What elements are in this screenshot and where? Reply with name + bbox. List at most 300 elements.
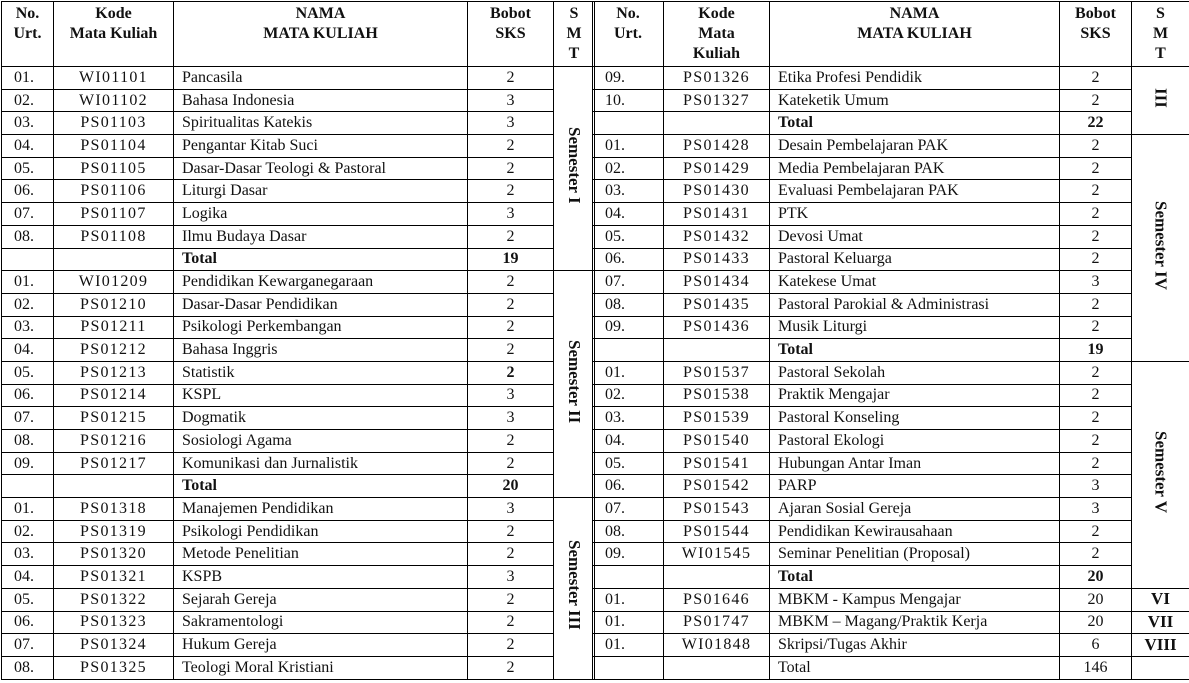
course-row: [593, 634, 1189, 657]
course-number: [593, 566, 664, 589]
header-label: NAMA MATA KULIAH: [263, 5, 378, 42]
course-code: PS01542: [664, 475, 770, 498]
course-number: 01.: [593, 361, 664, 384]
total-sks: 20: [1060, 566, 1132, 589]
course-name: Psikologi Pendidikan: [174, 520, 468, 543]
course-sks: 2: [468, 588, 554, 611]
course-number: 08.: [593, 520, 664, 543]
course-code: PS01212: [54, 339, 174, 362]
semester-label-cell: [554, 67, 595, 271]
course-sks: 2: [1060, 248, 1132, 271]
course-sks: 3: [1060, 498, 1132, 521]
course-name: KSPL: [174, 384, 468, 407]
semester-label: Semester III: [565, 540, 584, 631]
course-number: 08.: [2, 225, 54, 248]
course-code: WI01102: [54, 89, 174, 112]
course-number: 04.: [2, 339, 54, 362]
course-number: 09.: [2, 452, 54, 475]
course-code: PS01325: [54, 656, 174, 679]
course-sks: 2: [468, 656, 554, 679]
course-row: [593, 89, 1189, 112]
course-name: Evaluasi Pembelajaran PAK: [770, 180, 1060, 203]
course-number: [2, 475, 54, 498]
course-sks: 6: [1060, 634, 1132, 657]
total-label: Total: [174, 248, 468, 271]
course-number: 06.: [2, 384, 54, 407]
course-code: PS01433: [664, 248, 770, 271]
course-name: Katekese Umat: [770, 271, 1060, 294]
course-sks: 2: [468, 157, 554, 180]
course-sks: 2: [1060, 316, 1132, 339]
course-code: PS01321: [54, 566, 174, 589]
header-kode: [664, 2, 770, 67]
course-name: Komunikasi dan Jurnalistik: [174, 452, 468, 475]
course-row: [2, 611, 595, 634]
course-code: PS01539: [664, 407, 770, 430]
total-sks: 22: [1060, 112, 1132, 135]
course-sks: 2: [1060, 520, 1132, 543]
header-label: No. Urt.: [13, 5, 42, 42]
semester-label: VII: [1147, 611, 1174, 631]
course-row: [2, 430, 595, 453]
course-number: 05.: [593, 452, 664, 475]
course-sks: 2: [1060, 407, 1132, 430]
course-row: [593, 135, 1189, 158]
header-label: No. Urt.: [614, 5, 642, 42]
course-number: 01.: [593, 634, 664, 657]
course-name: Manajemen Pendidikan: [174, 498, 468, 521]
course-name: MBKM – Magang/Praktik Kerja: [770, 611, 1060, 634]
course-row: [593, 475, 1189, 498]
course-number: 03.: [593, 407, 664, 430]
course-code: PS01541: [664, 452, 770, 475]
course-row: [593, 543, 1189, 566]
course-code: PS01320: [54, 543, 174, 566]
semester-label-cell: [1132, 634, 1189, 657]
course-row: [593, 361, 1189, 384]
course-code: PS01319: [54, 520, 174, 543]
course-number: 07.: [2, 407, 54, 430]
course-sks: 20: [1060, 588, 1132, 611]
course-row: [2, 67, 595, 90]
total-sks: 20: [468, 475, 554, 498]
semester-label-cell: [1132, 135, 1189, 362]
semester-label: Semester I: [565, 127, 584, 204]
course-name: Hukum Gereja: [174, 634, 468, 657]
header-kode: [54, 2, 174, 67]
semester-label: Semester IV: [1151, 200, 1171, 290]
total-label: Total: [770, 656, 1060, 679]
course-row: [2, 89, 595, 112]
course-number: 01.: [593, 588, 664, 611]
course-row: [593, 498, 1189, 521]
curriculum-table-left: [1, 1, 595, 680]
course-sks: 2: [468, 316, 554, 339]
course-sks: 3: [468, 89, 554, 112]
course-number: 07.: [593, 498, 664, 521]
course-number: 01.: [593, 611, 664, 634]
course-name: Pastoral Keluarga: [770, 248, 1060, 271]
course-code: PS01211: [54, 316, 174, 339]
course-row: [2, 293, 595, 316]
course-name: Bahasa Inggris: [174, 339, 468, 362]
course-row: [2, 316, 595, 339]
course-code: PS01432: [664, 225, 770, 248]
semester-label-cell: [1132, 588, 1189, 611]
course-row: [2, 452, 595, 475]
course-sks: 2: [468, 634, 554, 657]
total-label: Total: [770, 112, 1060, 135]
course-number: [2, 248, 54, 271]
course-number: 09.: [593, 543, 664, 566]
course-row: [2, 203, 595, 226]
course-number: 04.: [2, 135, 54, 158]
header-nama: [770, 2, 1060, 67]
total-row: [593, 656, 1189, 679]
course-code: PS01210: [54, 293, 174, 316]
course-code: [54, 248, 174, 271]
header-label: Kode Mata Kuliah: [692, 5, 741, 62]
course-number: 01.: [2, 67, 54, 90]
course-row: [593, 248, 1189, 271]
course-sks: 2: [1060, 384, 1132, 407]
course-number: 02.: [2, 89, 54, 112]
semester-label-cell: [1132, 67, 1189, 135]
header-smt: [554, 2, 595, 67]
course-name: Seminar Penelitian (Proposal): [770, 543, 1060, 566]
course-row: [2, 157, 595, 180]
course-sks: 3: [468, 203, 554, 226]
course-row: [2, 634, 595, 657]
course-name: Dogmatik: [174, 407, 468, 430]
course-sks: 3: [1060, 271, 1132, 294]
total-row: [2, 475, 595, 498]
course-number: 02.: [593, 157, 664, 180]
header-sks: [1060, 2, 1132, 67]
course-number: 02.: [2, 293, 54, 316]
course-sks: 3: [468, 112, 554, 135]
total-row: [593, 566, 1189, 589]
course-name: Dasar-Dasar Teologi & Pastoral: [174, 157, 468, 180]
course-number: 05.: [2, 588, 54, 611]
course-sks: 2: [468, 543, 554, 566]
course-number: 06.: [593, 248, 664, 271]
course-number: [593, 339, 664, 362]
course-name: MBKM - Kampus Mengajar: [770, 588, 1060, 611]
course-row: [593, 157, 1189, 180]
header-label: S M T: [566, 5, 582, 62]
course-name: Praktik Mengajar: [770, 384, 1060, 407]
course-row: [593, 67, 1189, 90]
semester-label-cell: [554, 271, 595, 498]
total-label: Total: [174, 475, 468, 498]
course-number: 07.: [593, 271, 664, 294]
course-number: 08.: [2, 430, 54, 453]
course-row: [593, 430, 1189, 453]
course-number: 03.: [593, 180, 664, 203]
course-sks: 2: [468, 339, 554, 362]
course-code: PS01214: [54, 384, 174, 407]
course-number: 03.: [2, 543, 54, 566]
course-code: PS01544: [664, 520, 770, 543]
course-sks: 2: [468, 225, 554, 248]
course-sks: 2: [1060, 225, 1132, 248]
course-code: PS01324: [54, 634, 174, 657]
course-sks: 2: [1060, 430, 1132, 453]
course-code: PS01434: [664, 271, 770, 294]
course-name: Metode Penelitian: [174, 543, 468, 566]
course-name: Pastoral Ekologi: [770, 430, 1060, 453]
course-code: PS01326: [664, 67, 770, 90]
total-label: Total: [770, 566, 1060, 589]
course-code: PS01318: [54, 498, 174, 521]
course-row: [593, 293, 1189, 316]
course-code: PS01323: [54, 611, 174, 634]
course-code: [54, 475, 174, 498]
total-sks: 146: [1060, 656, 1132, 679]
course-sks: 2: [468, 361, 554, 384]
course-row: [593, 588, 1189, 611]
semester-label-cell: [1132, 361, 1189, 588]
course-name: Media Pembelajaran PAK: [770, 157, 1060, 180]
course-row: [593, 180, 1189, 203]
course-row: [2, 498, 595, 521]
course-code: PS01747: [664, 611, 770, 634]
course-code: PS01429: [664, 157, 770, 180]
course-sks: 2: [1060, 452, 1132, 475]
course-name: Spiritualitas Katekis: [174, 112, 468, 135]
course-code: [664, 566, 770, 589]
course-name: Teologi Moral Kristiani: [174, 656, 468, 679]
course-number: 01.: [2, 271, 54, 294]
course-code: PS01646: [664, 588, 770, 611]
header-nama: [174, 2, 468, 67]
course-number: 04.: [593, 430, 664, 453]
course-number: 06.: [2, 611, 54, 634]
course-name: KSPB: [174, 566, 468, 589]
course-sks: 20: [1060, 611, 1132, 634]
course-name: Psikologi Perkembangan: [174, 316, 468, 339]
course-code: [664, 339, 770, 362]
total-label: Total: [770, 339, 1060, 362]
course-sks: 2: [468, 180, 554, 203]
course-number: 02.: [2, 520, 54, 543]
course-row: [2, 543, 595, 566]
course-number: 10.: [593, 89, 664, 112]
course-name: Hubungan Antar Iman: [770, 452, 1060, 475]
course-row: [2, 520, 595, 543]
course-code: PS01107: [54, 203, 174, 226]
course-code: WI01101: [54, 67, 174, 90]
course-code: PS01543: [664, 498, 770, 521]
course-row: [2, 407, 595, 430]
course-row: [2, 361, 595, 384]
course-number: 09.: [593, 316, 664, 339]
course-code: PS01431: [664, 203, 770, 226]
course-row: [2, 656, 595, 679]
course-name: Pastoral Konseling: [770, 407, 1060, 430]
course-row: [2, 339, 595, 362]
course-sks: 2: [1060, 293, 1132, 316]
course-row: [2, 566, 595, 589]
semester-label: III: [1151, 87, 1171, 108]
course-number: 05.: [2, 157, 54, 180]
course-number: 06.: [593, 475, 664, 498]
total-row: [2, 248, 595, 271]
course-name: Pastoral Sekolah: [770, 361, 1060, 384]
course-name: PARP: [770, 475, 1060, 498]
course-name: Pancasila: [174, 67, 468, 90]
course-sks: 2: [468, 520, 554, 543]
course-row: [593, 407, 1189, 430]
course-name: Pendidikan Kewarganegaraan: [174, 271, 468, 294]
course-sks: 2: [1060, 361, 1132, 384]
header-label: Kode Mata Kuliah: [69, 5, 158, 42]
course-code: WI01209: [54, 271, 174, 294]
semester-label-cell: [1132, 656, 1189, 679]
course-number: 06.: [2, 180, 54, 203]
course-sks: 2: [1060, 543, 1132, 566]
course-code: PS01213: [54, 361, 174, 384]
course-name: Kateketik Umum: [770, 89, 1060, 112]
course-row: [593, 271, 1189, 294]
course-code: PS01105: [54, 157, 174, 180]
course-sks: 3: [468, 498, 554, 521]
course-name: Bahasa Indonesia: [174, 89, 468, 112]
course-sks: 3: [468, 407, 554, 430]
course-name: Ajaran Sosial Gereja: [770, 498, 1060, 521]
course-code: PS01430: [664, 180, 770, 203]
course-row: [2, 588, 595, 611]
course-sks: 2: [1060, 180, 1132, 203]
semester-label-cell: [554, 498, 595, 680]
course-name: Statistik: [174, 361, 468, 384]
course-code: PS01322: [54, 588, 174, 611]
course-sks: 2: [468, 611, 554, 634]
header-no: [2, 2, 54, 67]
course-number: 05.: [2, 361, 54, 384]
course-row: [593, 225, 1189, 248]
course-name: Dasar-Dasar Pendidikan: [174, 293, 468, 316]
course-sks: 2: [1060, 157, 1132, 180]
course-code: PS01103: [54, 112, 174, 135]
course-code: PS01436: [664, 316, 770, 339]
course-number: 01.: [593, 135, 664, 158]
course-sks: 2: [1060, 203, 1132, 226]
course-sks: 2: [1060, 135, 1132, 158]
course-name: Logika: [174, 203, 468, 226]
header-label: Bobot SKS: [1075, 5, 1116, 42]
course-name: PTK: [770, 203, 1060, 226]
course-name: Sejarah Gereja: [174, 588, 468, 611]
course-name: Pengantar Kitab Suci: [174, 135, 468, 158]
course-row: [2, 225, 595, 248]
total-row: [593, 339, 1189, 362]
course-number: 03.: [2, 316, 54, 339]
course-number: [593, 112, 664, 135]
total-sks: 19: [1060, 339, 1132, 362]
course-code: PS01215: [54, 407, 174, 430]
course-sks: 3: [468, 566, 554, 589]
course-row: [2, 271, 595, 294]
course-row: [593, 452, 1189, 475]
course-row: [593, 611, 1189, 634]
course-number: 04.: [593, 203, 664, 226]
course-code: PS01216: [54, 430, 174, 453]
course-sks: 2: [1060, 67, 1132, 90]
course-number: 08.: [593, 293, 664, 316]
header-row: [2, 2, 595, 67]
course-sks: 2: [468, 430, 554, 453]
course-row: [593, 520, 1189, 543]
course-number: 03.: [2, 112, 54, 135]
course-name: Liturgi Dasar: [174, 180, 468, 203]
course-code: PS01108: [54, 225, 174, 248]
course-code: WI01545: [664, 543, 770, 566]
course-code: WI01848: [664, 634, 770, 657]
header-label: S M T: [1152, 5, 1169, 62]
course-sks: 2: [468, 135, 554, 158]
header-smt: [1132, 2, 1189, 67]
course-row: [2, 112, 595, 135]
header-no: [593, 2, 664, 67]
course-code: PS01537: [664, 361, 770, 384]
course-row: [2, 384, 595, 407]
course-number: 09.: [593, 67, 664, 90]
course-name: Devosi Umat: [770, 225, 1060, 248]
total-sks: 19: [468, 248, 554, 271]
course-name: Pastoral Parokial & Administrasi: [770, 293, 1060, 316]
course-name: Desain Pembelajaran PAK: [770, 135, 1060, 158]
header-label: NAMA MATA KULIAH: [857, 5, 972, 42]
course-row: [593, 316, 1189, 339]
header-label: Bobot SKS: [490, 5, 531, 42]
course-name: Sakramentologi: [174, 611, 468, 634]
course-number: 08.: [2, 656, 54, 679]
header-sks: [468, 2, 554, 67]
semester-label: Semester V: [1151, 430, 1171, 513]
header-row: [593, 2, 1189, 67]
course-name: Skripsi/Tugas Akhir: [770, 634, 1060, 657]
course-name: Musik Liturgi: [770, 316, 1060, 339]
semester-label: Semester II: [565, 339, 584, 423]
course-code: PS01327: [664, 89, 770, 112]
course-row: [593, 203, 1189, 226]
course-row: [2, 135, 595, 158]
course-number: 04.: [2, 566, 54, 589]
course-number: [593, 656, 664, 679]
course-name: Pendidikan Kewirausahaan: [770, 520, 1060, 543]
course-code: PS01428: [664, 135, 770, 158]
course-code: PS01104: [54, 135, 174, 158]
semester-label-cell: [1132, 611, 1189, 634]
course-sks: 2: [468, 67, 554, 90]
course-name: Sosiologi Agama: [174, 430, 468, 453]
course-code: PS01540: [664, 430, 770, 453]
course-number: 02.: [593, 384, 664, 407]
semester-label: VIII: [1144, 634, 1177, 654]
course-code: PS01435: [664, 293, 770, 316]
course-sks: 3: [468, 384, 554, 407]
semester-label: VI: [1151, 589, 1170, 609]
curriculum-table-right: [592, 1, 1189, 680]
total-row: [593, 112, 1189, 135]
course-code: PS01106: [54, 180, 174, 203]
course-name: Etika Profesi Pendidik: [770, 67, 1060, 90]
course-number: 01.: [2, 498, 54, 521]
course-code: PS01217: [54, 452, 174, 475]
course-name: Ilmu Budaya Dasar: [174, 225, 468, 248]
